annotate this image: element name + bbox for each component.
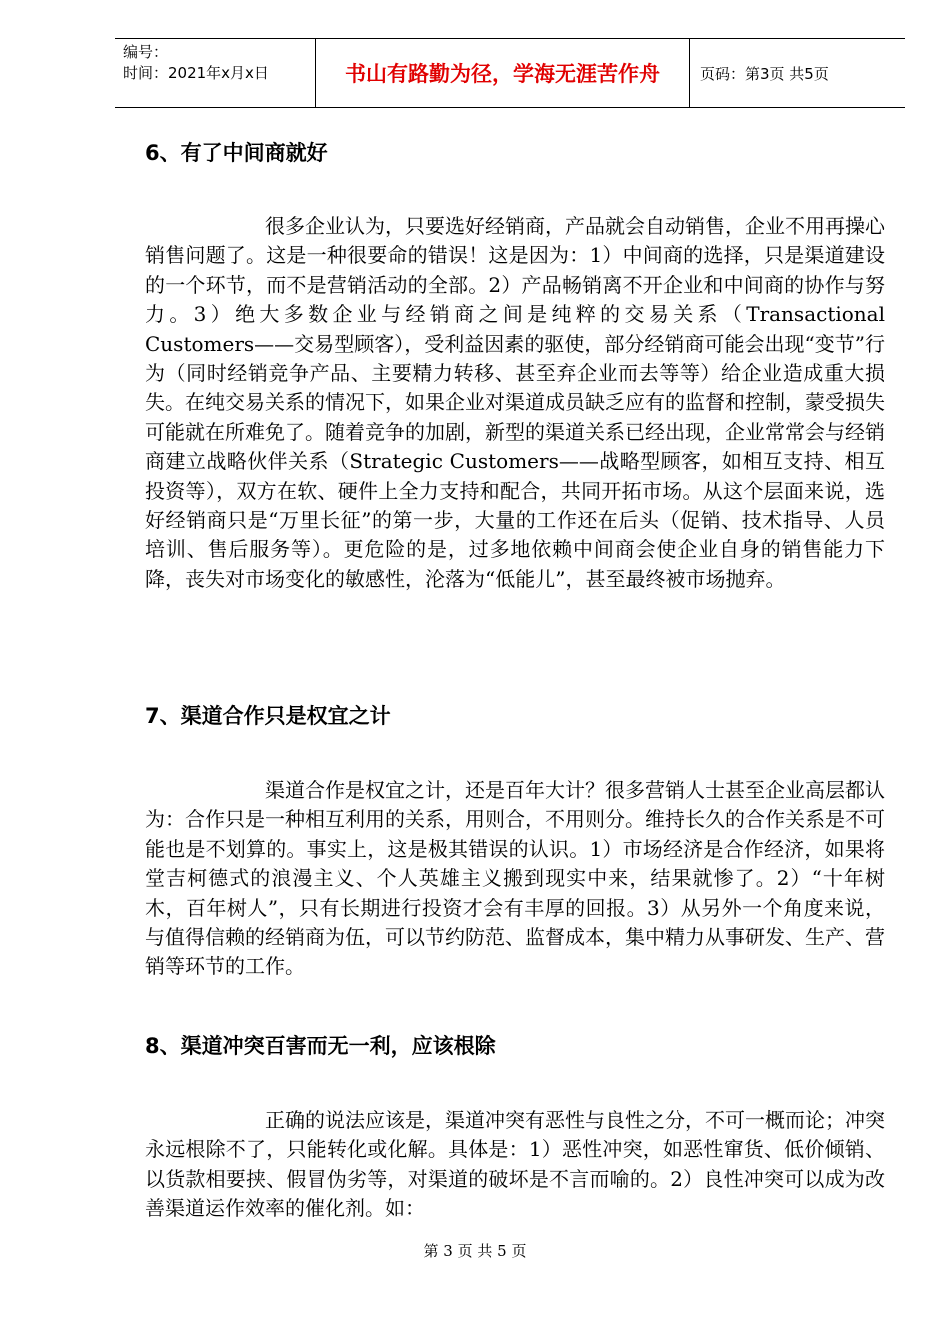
section-7-body: 渠道合作是权宜之计，还是百年大计？很多营销人士甚至企业高层都认为：合作只是一种相互利用的关系，用则合，不用则分。维持长久的合作关系是不可能也是不划算的。事实上，这是极其错误的认识。1）市场经济是合作经济，如果将堂吉柯德式的浪漫主义、个人英雄主义搬到现实中来，结果就惨了。2）“十年树木，百年树人”，只有长期进行投资才会有丰厚的回报。3）从另外一个角度来说，与值得信赖的经销商为伍，可以节约防范、监督成本，集中精力从事研发、生产、营销等环节的工作。 xyxy=(145,778,885,979)
header-motto: 书山有路勤为径，学海无涯苦作舟 xyxy=(315,39,690,107)
page-footer: 第 3 页 共 5 页 xyxy=(423,1242,527,1260)
date-line: 时间：2021年x月x日 xyxy=(123,64,269,82)
section-8-heading: 8、渠道冲突百害而无一利，应该根除 xyxy=(145,1034,496,1058)
section-6-body: 很多企业认为，只要选好经销商，产品就会自动销售，企业不用再操心销售问题了。这是一种很要命的错误！这是因为：1）中间商的选择，只是渠道建设的一个环节，而不是营销活动的全部。2）产品畅销离不开企业和中间商的协作与努力。3）绝大多数企业与经销商之间是纯粹的交易关系（Transactional Customers——交易型顾客），受利益因素的驱使，部分经销商可能会出现“变节”行为（同时经销竞争产品、主要精力转移、甚至弃企业而去等等）给企业造成重大损失。在纯交易关系的情况下，如果企业对渠道成员缺乏应有的监督和控制，蒙受损失可能就在所难免了。随着竞争的加剧，新型的渠道关系已经出现，企业常常会与经销商建立战略伙伴关系（Strategic Customers——战略型顾客，如相互支持、相互投资等），双方在软、硬件上全力支持和配合，共同开拓市场。从这个层面来说，选好经销商只是“万里长征”的第一步，大量的工作还在后头（促销、技术指导、人员培训、售后服务等）。更危险的是，过多地依赖中间商会使企业自身的销售能力下降，丧失对市场变化的敏感性，沦落为“低能儿”，甚至最终被市场抛弃。 xyxy=(145,214,885,591)
serial-number: 编号： xyxy=(123,43,169,61)
header-page-code: 页码：第3页 共5页 xyxy=(700,64,829,83)
section-7-heading: 7、渠道合作只是权宜之计 xyxy=(145,704,391,728)
section-8-body: 正确的说法应该是，渠道冲突有恶性与良性之分，不可一概而论；冲突永远根除不了，只能转化或化解。具体是：1）恶性冲突，如恶性窜货、低价倾销、以货款相要挟、假冒伪劣等，对渠道的破坏是不言而喻的。2）良性冲突可以成为改善渠道运作效率的催化剂。如： xyxy=(145,1108,885,1221)
page-header xyxy=(115,38,905,108)
section-6-heading: 6、有了中间商就好 xyxy=(145,141,328,165)
header-meta xyxy=(115,39,315,107)
